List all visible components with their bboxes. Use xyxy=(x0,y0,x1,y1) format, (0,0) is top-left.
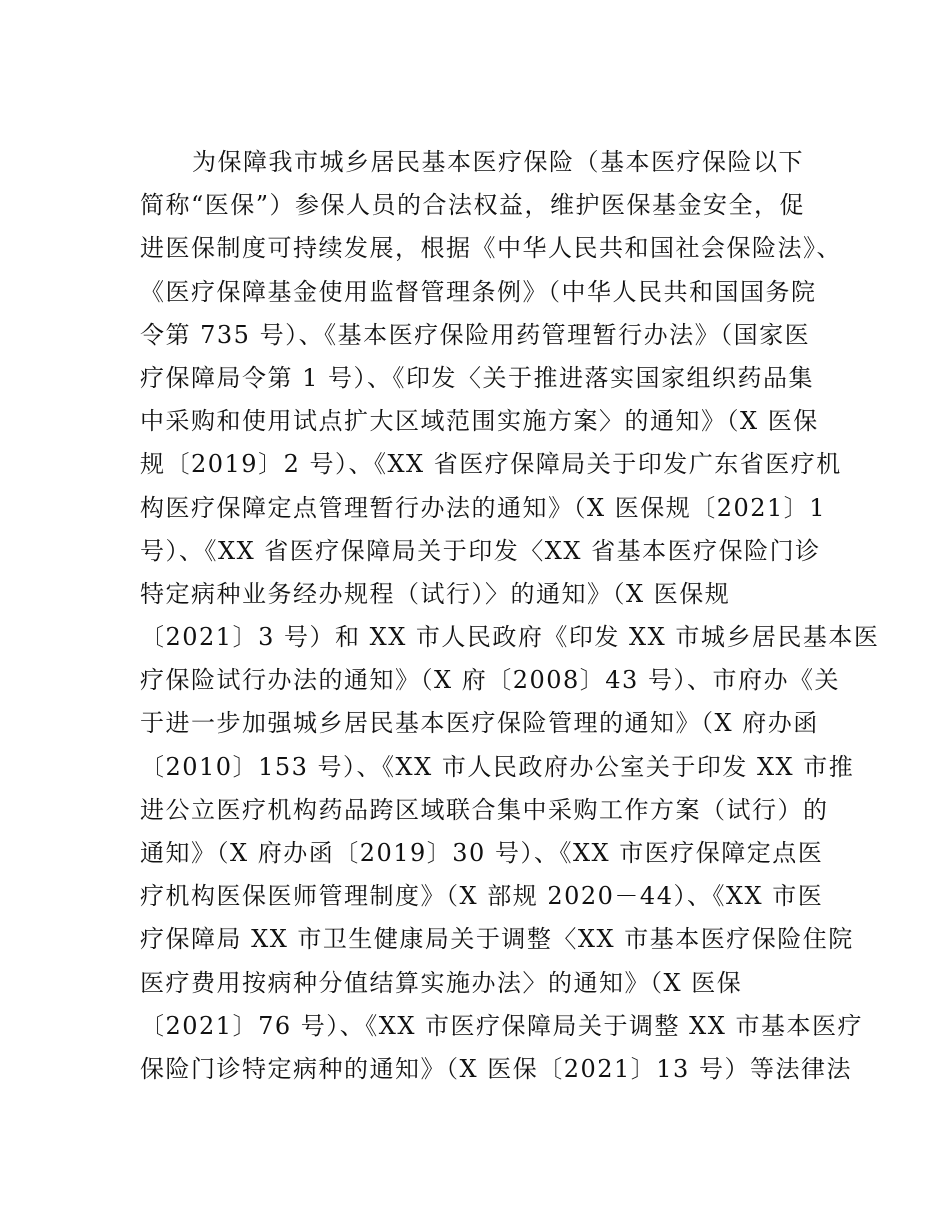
paragraph-line: 〔2010〕153 号）、《XX 市人民政府办公室关于印发 XX 市推 xyxy=(140,752,855,781)
paragraph-line: 进公立医疗机构药品跨区域联合集中采购工作方案（试行）的 xyxy=(140,795,829,824)
paragraph-line: 疗机构医保医师管理制度》（X 部规 2020－44）、《XX 市医 xyxy=(140,882,824,911)
paragraph-line: 规〔2019〕2 号）、《XX 省医疗保障局关于印发广东省医疗机 xyxy=(140,450,842,479)
paragraph-line: 保险门诊特定病种的通知》（X 医保〔2021〕13 号）等法律法 xyxy=(140,1054,852,1083)
paragraph-line: 为保障我市城乡居民基本医疗保险（基本医疗保险以下 xyxy=(192,148,804,176)
paragraph-line: 简称“医保”）参保人员的合法权益，维护医保基金安全，促 xyxy=(140,191,806,220)
paragraph-line: 疗保障局 XX 市卫生健康局关于调整〈XX 市基本医疗保险住院 xyxy=(140,925,854,954)
paragraph-line: 中采购和使用试点扩大区域范围实施方案〉的通知》（X 医保 xyxy=(140,407,819,436)
paragraph-line: 〔2021〕76 号）、《XX 市医疗保障局关于调整 XX 市基本医疗 xyxy=(140,1011,863,1040)
paragraph-line: 医疗费用按病种分值结算实施办法〉的通知》（X 医保 xyxy=(140,968,743,997)
paragraph-line: 疗保险试行办法的通知》（X 府〔2008〕43 号）、市府办《关 xyxy=(140,666,840,695)
paragraph-line: 特定病种业务经办规程（试行）〉的通知》（X 医保规 xyxy=(140,579,731,608)
paragraph-line: 进医保制度可持续发展，根据《中华人民共和国社会保险法》、 xyxy=(140,234,842,263)
paragraph-line: 于进一步加强城乡居民基本医疗保险管理的通知》（X 府办函 xyxy=(140,709,819,738)
paragraph-line: 《医疗保障基金使用监督管理条例》（中华人民共和国国务院 xyxy=(140,277,817,306)
body-paragraph xyxy=(140,141,880,1091)
paragraph-line: 号）、《XX 省医疗保障局关于印发〈XX 省基本医疗保险门诊 xyxy=(140,536,821,565)
paragraph-line: 令第 735 号）、《基本医疗保险用药管理暂行办法》（国家医 xyxy=(140,320,811,349)
paragraph-line: 〔2021〕3 号）和 XX 市人民政府《印发 XX 市城乡居民基本医 xyxy=(140,623,880,652)
paragraph-line: 疗保障局令第 1 号）、《印发〈关于推进落实国家组织药品集 xyxy=(140,363,815,392)
paragraph-line: 构医疗保障定点管理暂行办法的通知》（X 医保规〔2021〕1 xyxy=(140,493,827,522)
paragraph-line: 通知》（X 府办函〔2019〕30 号）、《XX 市医疗保障定点医 xyxy=(140,839,824,867)
